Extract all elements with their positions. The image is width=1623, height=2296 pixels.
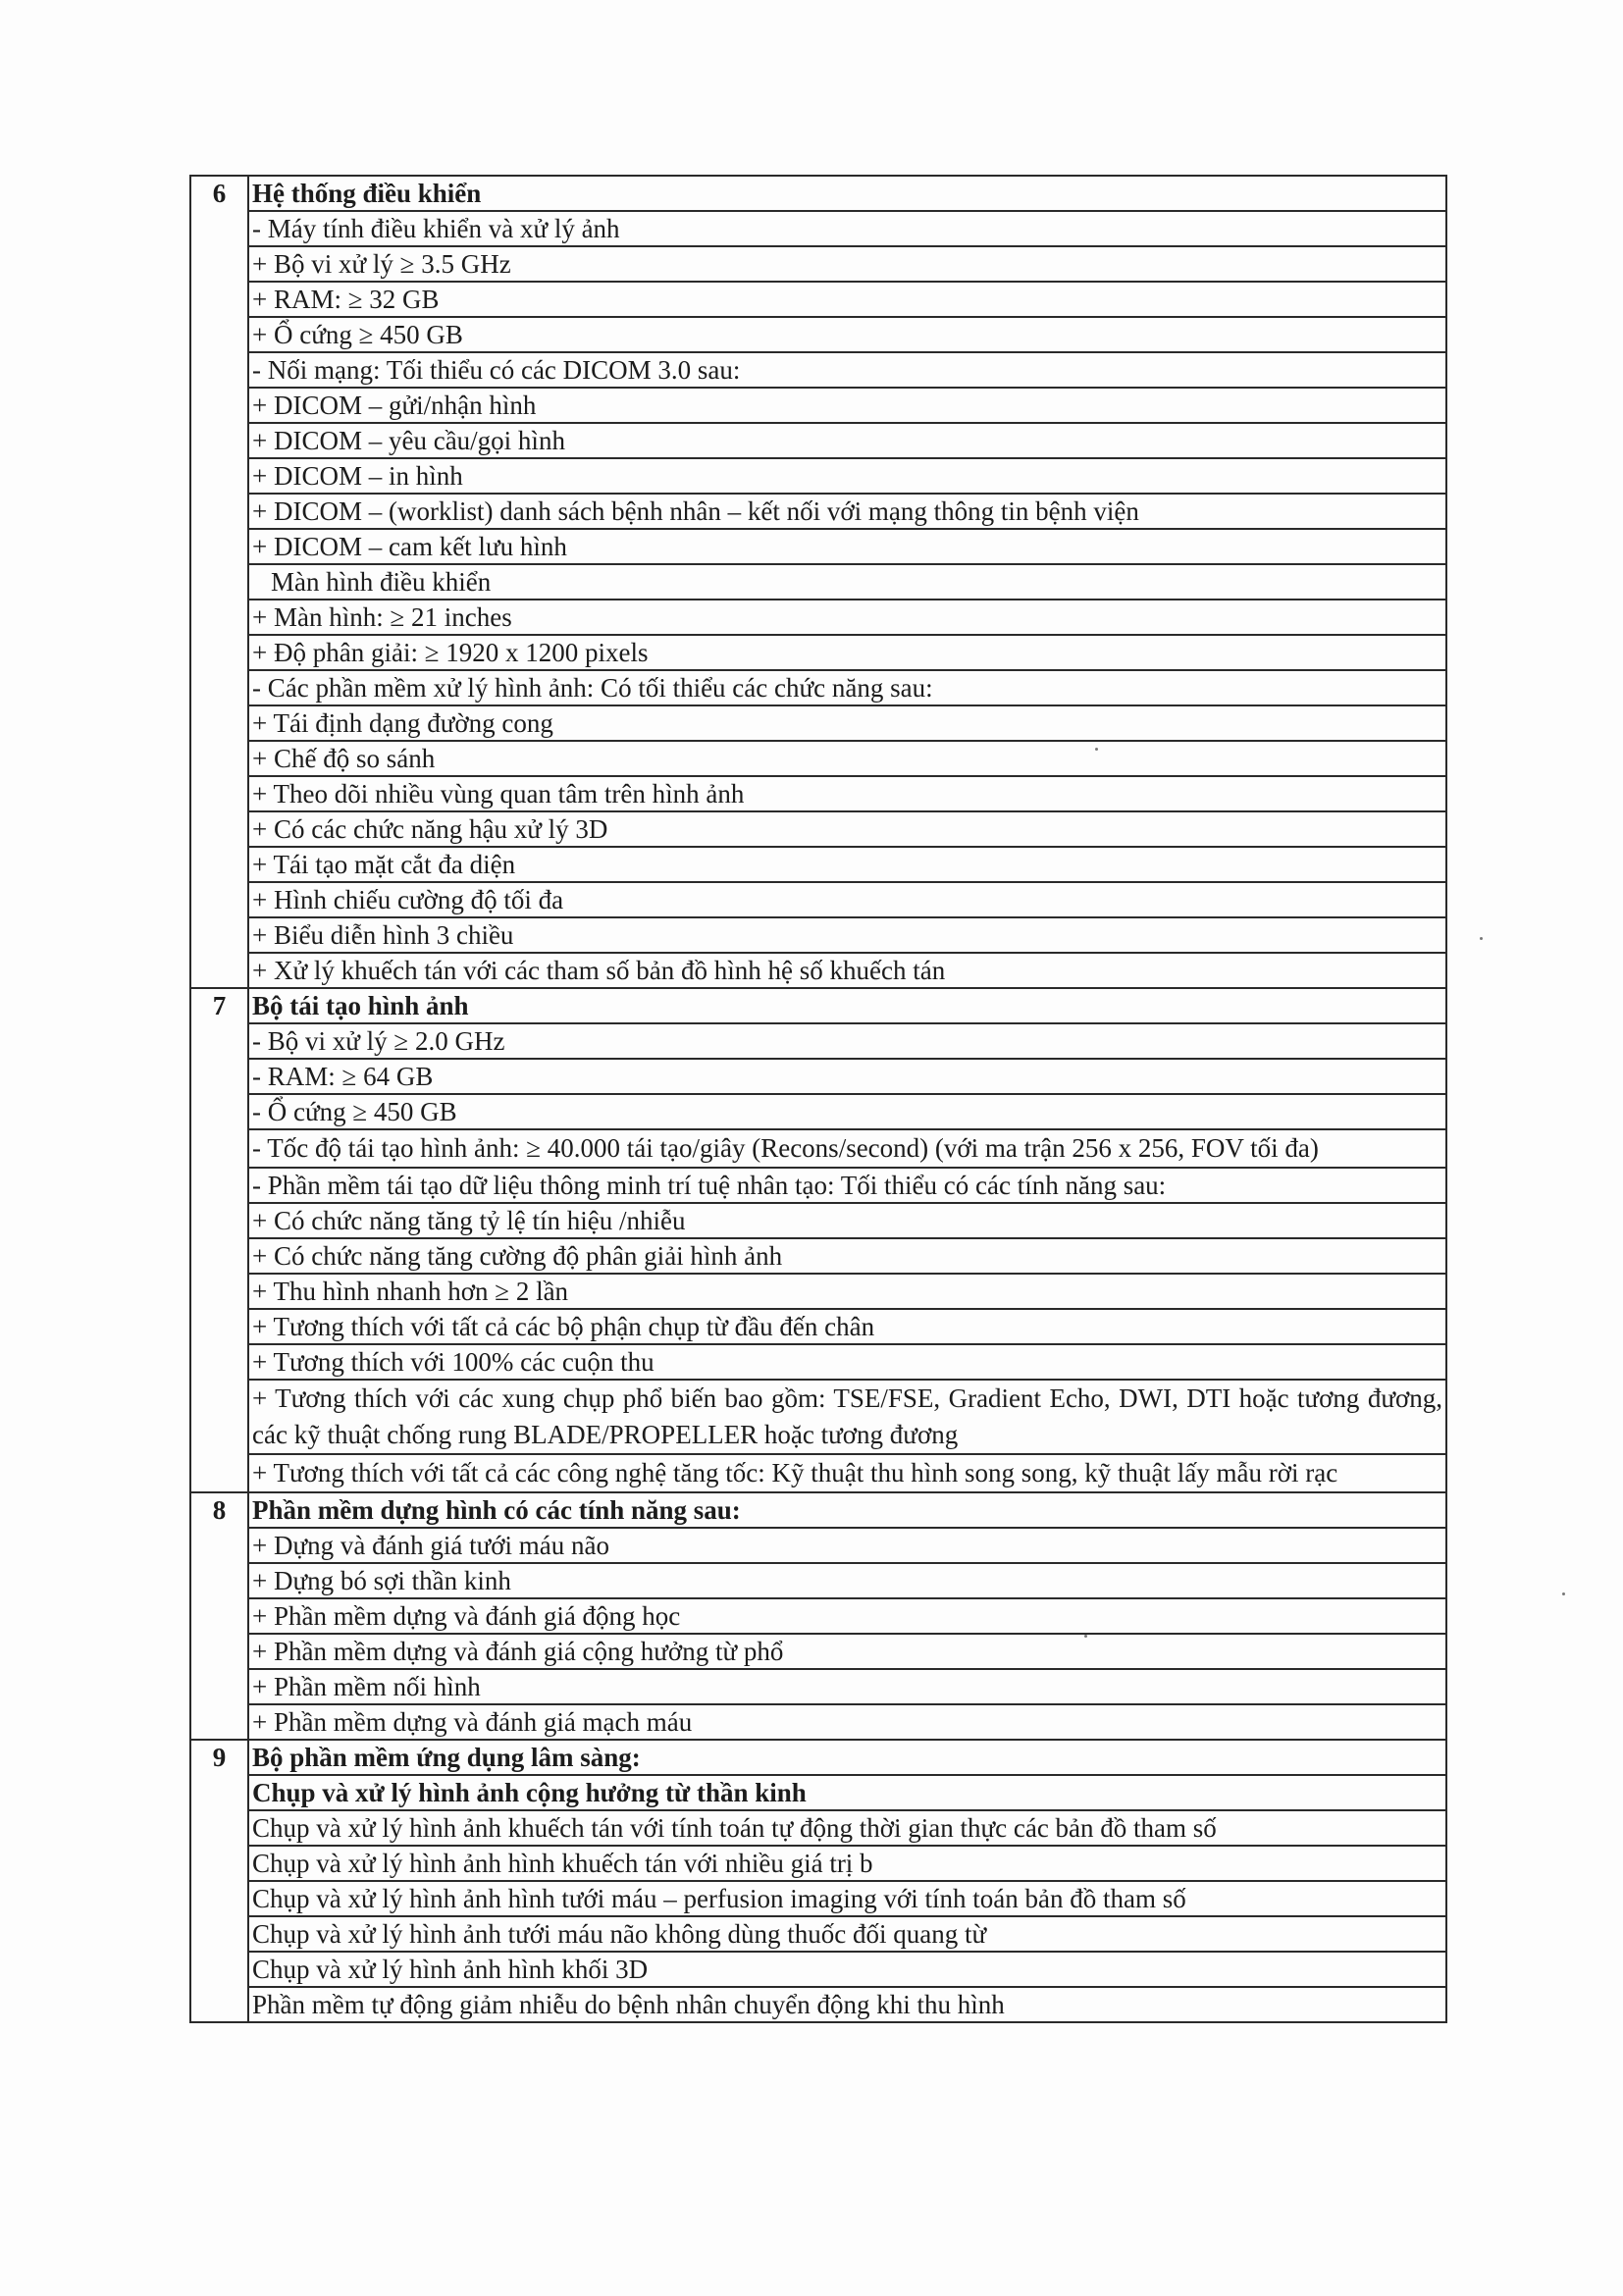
section-title-cell: Phần mềm dựng hình có các tính năng sau: xyxy=(248,1492,1446,1528)
spec-row xyxy=(190,635,1446,670)
spec-text-cell: + Phần mềm nối hình xyxy=(248,1669,1446,1704)
section-number-cell xyxy=(190,1344,248,1380)
section-number-cell xyxy=(190,600,248,635)
spec-text-cell: + Tương thích với các xung chụp phổ biến bao gồm: TSE/FSE, Gradient Echo, DWI, DTI hoặc tương đương, các kỹ thuật chống rung BLADE/PROPELLER hoặc tương đương xyxy=(248,1380,1446,1454)
spec-text-cell: Chụp và xử lý hình ảnh hình tưới máu – perfusion imaging với tính toán bản đồ tham số xyxy=(248,1881,1446,1916)
spec-row xyxy=(190,600,1446,635)
spec-text-cell: + DICOM – gửi/nhận hình xyxy=(248,388,1446,423)
section-number-cell: 7 xyxy=(190,988,248,1023)
spec-text-cell: - Tốc độ tái tạo hình ảnh: ≥ 40.000 tái tạo/giây (Recons/second) (với ma trận 256 x 256, FOV tối đa) xyxy=(248,1129,1446,1168)
spec-text-cell: + Dựng và đánh giá tưới máu não xyxy=(248,1528,1446,1563)
spec-row xyxy=(190,882,1446,917)
spec-text-cell: + Có chức năng tăng tỷ lệ tín hiệu /nhiễu xyxy=(248,1203,1446,1238)
spec-text-cell: + DICOM – cam kết lưu hình xyxy=(248,529,1446,564)
section-header-row xyxy=(190,1492,1446,1528)
section-number-cell xyxy=(190,1454,248,1492)
spec-row xyxy=(190,1344,1446,1380)
spec-text-cell: + Biểu diễn hình 3 chiều xyxy=(248,917,1446,953)
spec-text-cell: - Máy tính điều khiển và xử lý ảnh xyxy=(248,211,1446,246)
spec-row xyxy=(190,423,1446,458)
spec-text-cell: + Theo dõi nhiều vùng quan tâm trên hình ảnh xyxy=(248,776,1446,811)
section-number-cell xyxy=(190,423,248,458)
spec-text-cell: - Các phần mềm xử lý hình ảnh: Có tối thiểu các chức năng sau: xyxy=(248,670,1446,705)
spec-text-cell: + Thu hình nhanh hơn ≥ 2 lần xyxy=(248,1274,1446,1309)
section-number-cell xyxy=(190,1881,248,1916)
spec-row xyxy=(190,1274,1446,1309)
spec-row xyxy=(190,1669,1446,1704)
spec-row xyxy=(190,1563,1446,1598)
section-number-cell xyxy=(190,1094,248,1129)
section-number-cell xyxy=(190,741,248,776)
spec-row xyxy=(190,705,1446,741)
section-number-cell xyxy=(190,1952,248,1987)
spec-text-cell: + Độ phân giải: ≥ 1920 x 1200 pixels xyxy=(248,635,1446,670)
spec-row xyxy=(190,352,1446,388)
spec-row xyxy=(190,1238,1446,1274)
spec-row xyxy=(190,1309,1446,1344)
spec-text-cell: + DICOM – (worklist) danh sách bệnh nhân – kết nối với mạng thông tin bệnh viện xyxy=(248,494,1446,529)
spec-row xyxy=(190,741,1446,776)
section-number-cell xyxy=(190,1669,248,1704)
spec-text-cell: + Màn hình: ≥ 21 inches xyxy=(248,600,1446,635)
spec-row xyxy=(190,282,1446,317)
section-number-cell xyxy=(190,1203,248,1238)
scan-speck xyxy=(1562,1592,1565,1595)
spec-text-cell: + Tương thích với tất cả các bộ phận chụp từ đầu đến chân xyxy=(248,1309,1446,1344)
spec-row xyxy=(190,246,1446,282)
section-header-row xyxy=(190,1740,1446,1775)
spec-row xyxy=(190,1704,1446,1740)
section-number-cell xyxy=(190,282,248,317)
spec-row xyxy=(190,953,1446,988)
spec-row xyxy=(190,1454,1446,1492)
section-number-cell xyxy=(190,1309,248,1344)
spec-row xyxy=(190,1987,1446,2022)
spec-text-cell: - Phần mềm tái tạo dữ liệu thông minh trí tuệ nhân tạo: Tối thiểu có các tính năng sau: xyxy=(248,1168,1446,1203)
spec-text-cell: + Xử lý khuếch tán với các tham số bản đồ hình hệ số khuếch tán xyxy=(248,953,1446,988)
spec-text-cell: + Tương thích với 100% các cuộn thu xyxy=(248,1344,1446,1380)
section-number-cell xyxy=(190,1380,248,1454)
spec-text-cell: - RAM: ≥ 64 GB xyxy=(248,1059,1446,1094)
spec-row xyxy=(190,1881,1446,1916)
spec-row xyxy=(190,1810,1446,1846)
spec-row xyxy=(190,529,1446,564)
section-number-cell xyxy=(190,494,248,529)
spec-text-cell: + Phần mềm dựng và đánh giá cộng hưởng từ phổ xyxy=(248,1634,1446,1669)
section-number-cell xyxy=(190,847,248,882)
section-number-cell xyxy=(190,1238,248,1274)
spec-text-cell: + Có các chức năng hậu xử lý 3D xyxy=(248,811,1446,847)
spec-row xyxy=(190,1129,1446,1168)
spec-row xyxy=(190,494,1446,529)
spec-text-cell: + Hình chiếu cường độ tối đa xyxy=(248,882,1446,917)
section-number-cell xyxy=(190,670,248,705)
spec-text-cell: - Bộ vi xử lý ≥ 2.0 GHz xyxy=(248,1023,1446,1059)
spec-text-cell: + Chế độ so sánh xyxy=(248,741,1446,776)
section-number-cell xyxy=(190,1563,248,1598)
spec-row xyxy=(190,811,1446,847)
section-number-cell: 9 xyxy=(190,1740,248,1775)
scan-speck xyxy=(1095,748,1098,751)
specification-table-body xyxy=(190,176,1446,2022)
section-number-cell xyxy=(190,246,248,282)
section-number-cell xyxy=(190,388,248,423)
section-number-cell: 8 xyxy=(190,1492,248,1528)
section-number-cell xyxy=(190,1059,248,1094)
section-number-cell xyxy=(190,1810,248,1846)
section-number-cell xyxy=(190,564,248,600)
spec-row xyxy=(190,388,1446,423)
spec-row xyxy=(190,1528,1446,1563)
specification-table xyxy=(189,175,1447,2023)
section-number-cell xyxy=(190,1775,248,1810)
section-number-cell xyxy=(190,1987,248,2022)
section-number-cell xyxy=(190,1129,248,1168)
section-number-cell xyxy=(190,917,248,953)
spec-text-cell: + DICOM – in hình xyxy=(248,458,1446,494)
section-header-row xyxy=(190,988,1446,1023)
section-number-cell xyxy=(190,458,248,494)
spec-text-cell: + Tái tạo mặt cắt đa diện xyxy=(248,847,1446,882)
spec-text-cell: + Tái định dạng đường cong xyxy=(248,705,1446,741)
spec-row xyxy=(190,1952,1446,1987)
spec-text-cell: + Phần mềm dựng và đánh giá mạch máu xyxy=(248,1704,1446,1740)
spec-row xyxy=(190,458,1446,494)
spec-text-cell: + Có chức năng tăng cường độ phân giải hình ảnh xyxy=(248,1238,1446,1274)
spec-text-cell: Chụp và xử lý hình ảnh khuếch tán với tính toán tự động thời gian thực các bản đồ tham số xyxy=(248,1810,1446,1846)
spec-text-cell: + Bộ vi xử lý ≥ 3.5 GHz xyxy=(248,246,1446,282)
section-title-cell: Bộ tái tạo hình ảnh xyxy=(248,988,1446,1023)
section-number-cell xyxy=(190,811,248,847)
spec-text-cell: + Ổ cứng ≥ 450 GB xyxy=(248,317,1446,352)
section-number-cell xyxy=(190,882,248,917)
spec-row xyxy=(190,564,1446,600)
spec-row xyxy=(190,1059,1446,1094)
section-number-cell xyxy=(190,529,248,564)
section-number-cell xyxy=(190,1023,248,1059)
section-number-cell xyxy=(190,1274,248,1309)
spec-row xyxy=(190,1634,1446,1669)
spec-text-cell: Chụp và xử lý hình ảnh hình khuếch tán với nhiều giá trị b xyxy=(248,1846,1446,1881)
spec-row xyxy=(190,917,1446,953)
spec-row xyxy=(190,1916,1446,1952)
section-number-cell xyxy=(190,1634,248,1669)
section-number-cell xyxy=(190,953,248,988)
spec-row xyxy=(190,776,1446,811)
spec-row xyxy=(190,211,1446,246)
spec-row xyxy=(190,1168,1446,1203)
scan-speck xyxy=(1084,1635,1087,1638)
section-number-cell: 6 xyxy=(190,176,248,211)
spec-text-cell: + DICOM – yêu cầu/gọi hình xyxy=(248,423,1446,458)
spec-text-cell: - Ổ cứng ≥ 450 GB xyxy=(248,1094,1446,1129)
section-title-cell: Hệ thống điều khiển xyxy=(248,176,1446,211)
section-number-cell xyxy=(190,705,248,741)
spec-row xyxy=(190,1380,1446,1454)
section-number-cell xyxy=(190,317,248,352)
spec-row xyxy=(190,317,1446,352)
spec-text-cell: + Dựng bó sợi thần kinh xyxy=(248,1563,1446,1598)
spec-text-cell: Chụp và xử lý hình ảnh hình khối 3D xyxy=(248,1952,1446,1987)
spec-text-cell: Chụp và xử lý hình ảnh tưới máu não không dùng thuốc đối quang từ xyxy=(248,1916,1446,1952)
spec-text-cell: Phần mềm tự động giảm nhiễu do bệnh nhân chuyển động khi thu hình xyxy=(248,1987,1446,2022)
spec-text-cell: + RAM: ≥ 32 GB xyxy=(248,282,1446,317)
section-number-cell xyxy=(190,1168,248,1203)
section-number-cell xyxy=(190,635,248,670)
section-number-cell xyxy=(190,1528,248,1563)
section-title-cell: Bộ phần mềm ứng dụng lâm sàng: xyxy=(248,1740,1446,1775)
section-number-cell xyxy=(190,776,248,811)
spec-row xyxy=(190,1094,1446,1129)
section-number-cell xyxy=(190,1916,248,1952)
spec-text-cell: + Tương thích với tất cả các công nghệ tăng tốc: Kỹ thuật thu hình song song, kỹ thuật lấy mẫu rời rạc xyxy=(248,1454,1446,1492)
spec-row xyxy=(190,670,1446,705)
spec-text-cell: + Phần mềm dựng và đánh giá động học xyxy=(248,1598,1446,1634)
spec-text-cell: Màn hình điều khiển xyxy=(248,564,1446,600)
scan-speck xyxy=(1480,937,1483,940)
section-number-cell xyxy=(190,1598,248,1634)
section-header-row xyxy=(190,176,1446,211)
section-number-cell xyxy=(190,1704,248,1740)
spec-text-cell: - Nối mạng: Tối thiểu có các DICOM 3.0 sau: xyxy=(248,352,1446,388)
spec-row xyxy=(190,1023,1446,1059)
spec-row xyxy=(190,847,1446,882)
spec-row xyxy=(190,1203,1446,1238)
spec-row xyxy=(190,1846,1446,1881)
section-title-cell: Chụp và xử lý hình ảnh cộng hưởng từ thần kinh xyxy=(248,1775,1446,1810)
spec-row xyxy=(190,1598,1446,1634)
section-number-cell xyxy=(190,1846,248,1881)
section-number-cell xyxy=(190,211,248,246)
spec-row xyxy=(190,1775,1446,1810)
section-number-cell xyxy=(190,352,248,388)
